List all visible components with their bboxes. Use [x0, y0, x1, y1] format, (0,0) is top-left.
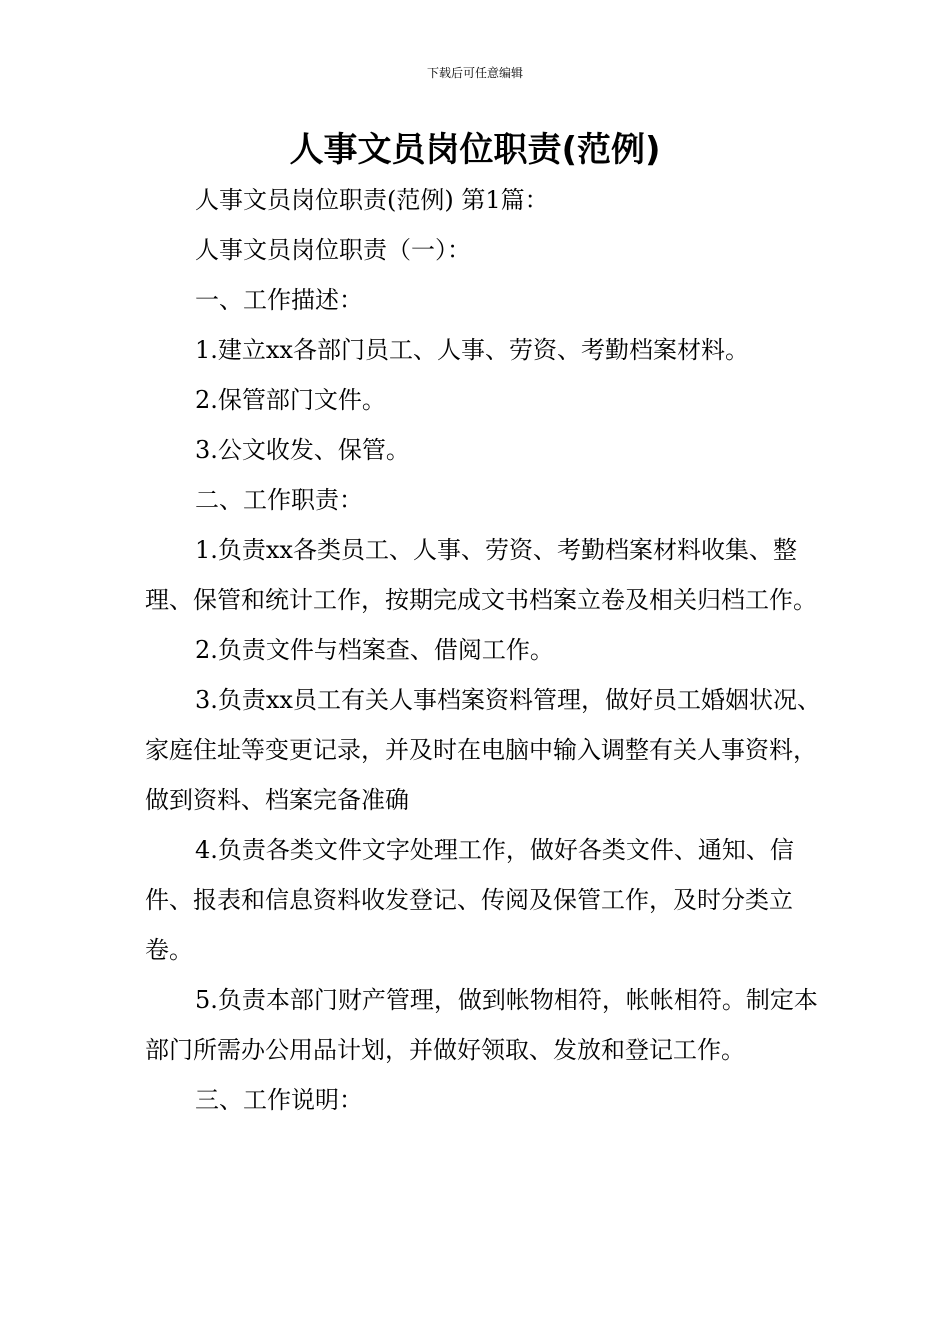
- paragraph-work-notes-heading: 三、工作说明：: [195, 1086, 363, 1114]
- paragraph-duty-item-3: 3.负责xx员工有关人事档案资料管理，做好员工婚姻状况、家庭住址等变更记录，并及时在电脑中输入调整有关人事资料，做到资料、档案完备准确: [145, 686, 821, 814]
- paragraph-description-item-3: 3.公文收发、保管。: [195, 436, 410, 464]
- document-body: [145, 175, 825, 1125]
- paragraph-work-description-heading: 一、工作描述：: [195, 286, 363, 314]
- paragraph-duty-item-1: 1.负责xx各类员工、人事、劳资、考勤档案材料收集、整理、保管和统计工作，按期完成文书档案立卷及相关归档工作。: [145, 536, 817, 614]
- header-note: 下载后可任意编辑: [426, 66, 523, 80]
- paragraph-duty-item-5: 5.负责本部门财产管理，做到帐物相符，帐帐相符。制定本部门所需办公用品计划，并做好领取、发放和登记工作。: [145, 986, 818, 1064]
- paragraph-duties-heading: 二、工作职责：: [195, 486, 363, 514]
- paragraph-section-heading: 人事文员岗位职责（一）：: [195, 236, 471, 264]
- paragraph-duty-item-2: 2.负责文件与档案查、借阅工作。: [195, 636, 554, 664]
- paragraph-chapter-heading: 人事文员岗位职责(范例) 第1篇：: [195, 186, 549, 214]
- document-title: 人事文员岗位职责(范例): [289, 130, 661, 170]
- paragraph-description-item-1: 1.建立xx各部门员工、人事、劳资、考勤档案材料。: [195, 336, 749, 364]
- paragraph-description-item-2: 2.保管部门文件。: [195, 386, 386, 414]
- paragraph-duty-item-4: 4.负责各类文件文字处理工作，做好各类文件、通知、信件、报表和信息资料收发登记、传阅及保管工作，及时分类立卷。: [145, 836, 794, 964]
